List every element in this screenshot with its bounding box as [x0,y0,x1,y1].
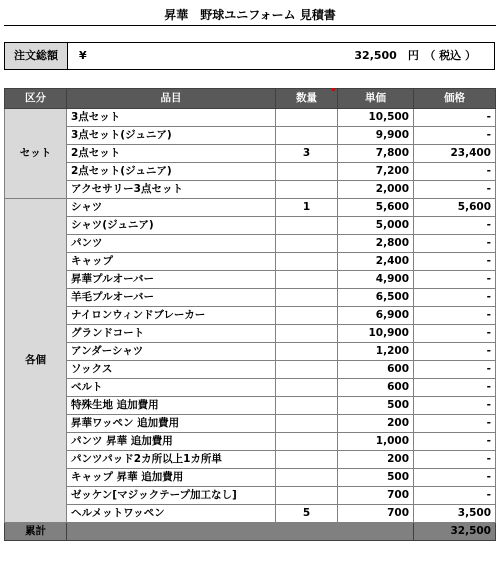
item-cell: アンダーシャツ [67,343,276,361]
quantity-cell [276,361,338,379]
unit-price-cell: 7,200 [338,163,414,181]
price-cell: - [414,415,496,433]
item-cell: シャツ [67,199,276,217]
price-cell: - [414,487,496,505]
quantity-cell [276,109,338,127]
price-cell: - [414,217,496,235]
quantity-cell [276,343,338,361]
price-cell: - [414,127,496,145]
item-cell: シャツ(ジュニア) [67,217,276,235]
item-cell: ソックス [67,361,276,379]
unit-price-cell: 9,900 [338,127,414,145]
price-cell: - [414,109,496,127]
unit-price-cell: 10,500 [338,109,414,127]
price-cell: - [414,343,496,361]
item-cell: パンツ [67,235,276,253]
unit-price-cell: 600 [338,379,414,397]
price-cell: 23,400 [414,145,496,163]
unit-price-cell: 5,600 [338,199,414,217]
quantity-cell [276,253,338,271]
table-row [5,451,496,469]
quantity-cell: 5 [276,505,338,523]
price-cell: - [414,451,496,469]
unit-price-cell: 700 [338,487,414,505]
quantity-cell: 1 [276,199,338,217]
estimate-table [4,88,496,541]
table-row [5,307,496,325]
table-row [5,181,496,199]
price-cell: 5,600 [414,199,496,217]
item-cell: パンツ 昇華 追加費用 [67,433,276,451]
table-row [5,361,496,379]
item-cell: キャップ [67,253,276,271]
table-row [5,343,496,361]
price-cell: - [414,253,496,271]
quantity-cell [276,127,338,145]
quantity-cell: 3 [276,145,338,163]
order-total-label: 注文総額 [5,43,68,69]
table-row [5,397,496,415]
category-cell: 各個 [5,199,67,523]
item-cell: 2点セット(ジュニア) [67,163,276,181]
table-header-row [5,89,496,109]
unit-price-cell: 500 [338,397,414,415]
currency-symbol: ¥ [79,49,87,62]
item-cell: 昇華プルオーバー [67,271,276,289]
price-cell: - [414,397,496,415]
table-row [5,505,496,523]
header-price: 価格 [414,89,496,109]
quantity-cell [276,217,338,235]
unit-price-cell: 2,400 [338,253,414,271]
quantity-cell [276,235,338,253]
quantity-cell [276,271,338,289]
order-total-amount: 32,500 円 （ 税込 ） [354,49,476,62]
unit-price-cell: 6,900 [338,307,414,325]
title-underline [4,25,496,26]
header-unit-price: 単価 [338,89,414,109]
summary-spacer [67,523,414,541]
table-row [5,487,496,505]
item-cell: ベルト [67,379,276,397]
table-row [5,217,496,235]
header-item: 品目 [67,89,276,109]
table-row [5,289,496,307]
quantity-cell [276,379,338,397]
table-row [5,379,496,397]
header-category: 区分 [5,89,67,109]
table-row [5,325,496,343]
price-cell: - [414,361,496,379]
price-cell: - [414,235,496,253]
table-row [5,163,496,181]
summary-label: 累計 [5,523,67,541]
quantity-cell [276,163,338,181]
unit-price-cell: 7,800 [338,145,414,163]
price-cell: 3,500 [414,505,496,523]
item-cell: ヘルメットワッペン [67,505,276,523]
unit-price-cell: 10,900 [338,325,414,343]
price-cell: - [414,289,496,307]
comment-indicator [332,88,335,91]
unit-price-cell: 1,000 [338,433,414,451]
unit-price-cell: 5,000 [338,217,414,235]
unit-price-cell: 700 [338,505,414,523]
item-cell: 羊毛プルオーバー [67,289,276,307]
summary-total: 32,500 [414,523,496,541]
price-cell: - [414,271,496,289]
item-cell: ゼッケン[マジックテープ加工なし] [67,487,276,505]
table-row [5,469,496,487]
quantity-cell [276,325,338,343]
table-body [5,109,496,541]
table-row [5,235,496,253]
unit-price-cell: 500 [338,469,414,487]
table-row [5,109,496,127]
item-cell: 2点セット [67,145,276,163]
item-cell: ナイロンウィンドブレーカー [67,307,276,325]
quantity-cell [276,451,338,469]
quantity-cell [276,469,338,487]
price-cell: - [414,325,496,343]
price-cell: - [414,307,496,325]
quantity-cell [276,433,338,451]
quantity-cell [276,307,338,325]
price-cell: - [414,181,496,199]
quantity-cell [276,397,338,415]
price-cell: - [414,433,496,451]
price-cell: - [414,163,496,181]
table-row [5,145,496,163]
item-cell: 特殊生地 追加費用 [67,397,276,415]
unit-price-cell: 2,000 [338,181,414,199]
summary-row [5,523,496,541]
item-cell: グランドコート [67,325,276,343]
quantity-cell [276,181,338,199]
quantity-cell [276,415,338,433]
unit-price-cell: 600 [338,361,414,379]
order-total-box [4,42,495,70]
price-cell: - [414,469,496,487]
unit-price-cell: 200 [338,451,414,469]
category-cell: セット [5,109,67,199]
quantity-cell [276,289,338,307]
item-cell: パンツパッド2カ所以上1カ所単 [67,451,276,469]
table-row [5,415,496,433]
item-cell: 3点セット [67,109,276,127]
item-cell: アクセサリー3点セット [67,181,276,199]
item-cell: キャップ 昇華 追加費用 [67,469,276,487]
header-quantity: 数量 [276,89,338,109]
unit-price-cell: 2,800 [338,235,414,253]
unit-price-cell: 4,900 [338,271,414,289]
page-title: 昇華 野球ユニフォーム 見積書 [164,8,336,22]
item-cell: 3点セット(ジュニア) [67,127,276,145]
unit-price-cell: 6,500 [338,289,414,307]
table-row [5,199,496,217]
unit-price-cell: 200 [338,415,414,433]
item-cell: 昇華ワッペン 追加費用 [67,415,276,433]
table-row [5,271,496,289]
quantity-cell [276,487,338,505]
unit-price-cell: 1,200 [338,343,414,361]
table-row [5,253,496,271]
table-row [5,433,496,451]
price-cell: - [414,379,496,397]
table-row [5,127,496,145]
